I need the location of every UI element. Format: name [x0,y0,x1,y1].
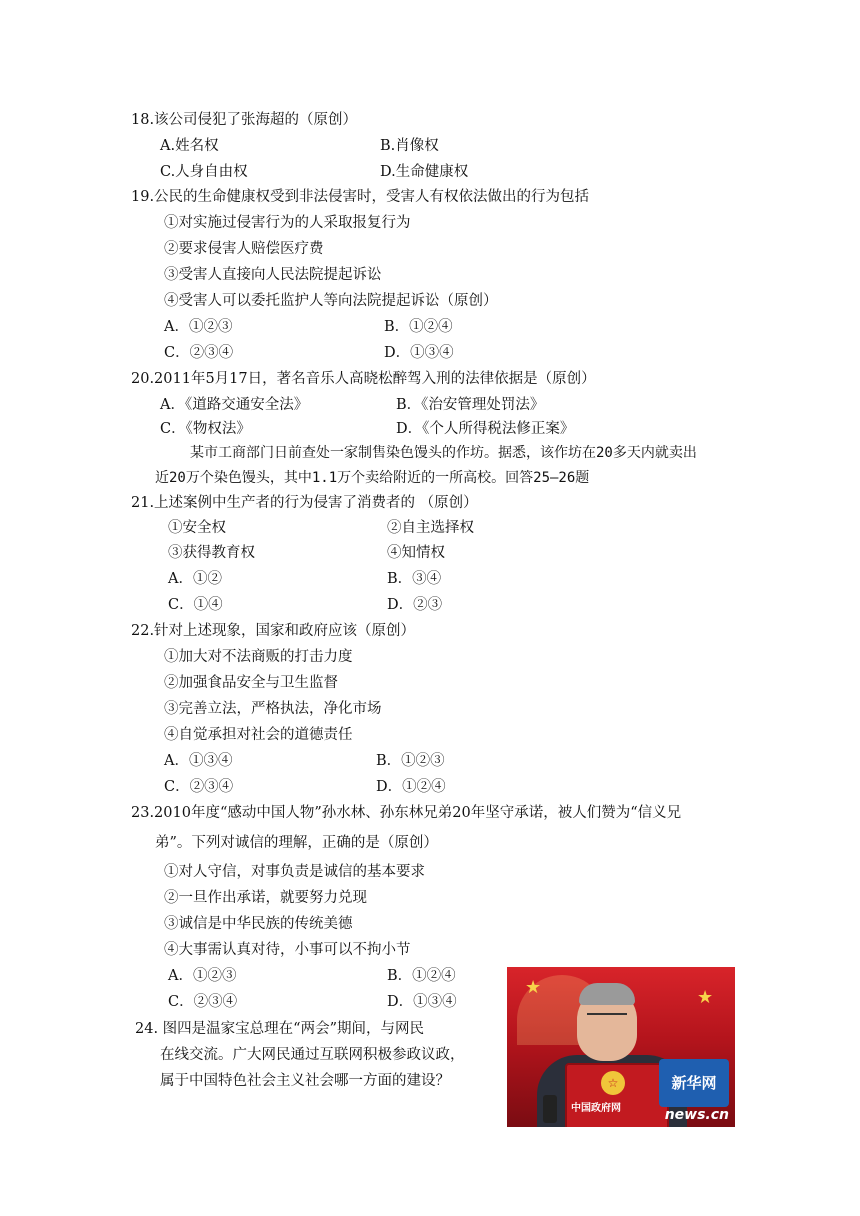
question-20: 20.2011年5月17日，著名音乐人高晓松醉驾入刑的法律依据是（原创） [131,371,596,387]
question-24-cont: 在线交流。广大网民通过互联网积极参政议政， [160,1047,465,1063]
statement-item: ③获得教育权 [168,545,255,561]
statement-item: ①加大对不法商贩的打击力度 [164,649,353,665]
star-icon: ★ [697,987,714,1008]
statement-item: ②加强食品安全与卫生监督 [164,675,338,691]
xinhua-sign: 新华网 [659,1059,729,1107]
option-c: C．《物权法》 [160,421,251,437]
statement-item: ①对人守信，对事负责是诚信的基本要求 [164,864,425,880]
case-material: 某市工商部门日前查处一家制售染色馒头的作坊。据悉，该作坊在20多天内就卖出 [190,445,697,461]
option-b: B．①②④ [387,968,456,984]
glasses-icon [587,1013,627,1023]
option-b: B．③④ [387,571,442,587]
option-b: B．①②③ [376,753,445,769]
case-material: 近20万个染色馒头，其中1.1万个卖给附近的一所高校。回答25—26题 [155,470,590,486]
laptop-label: 中国政府网 [571,1103,621,1114]
question-22: 22.针对上述现象，国家和政府应该（原创） [131,623,416,639]
option-b: B．《治安管理处罚法》 [396,397,545,413]
option-d: D．①③④ [384,345,454,361]
question-24: 24. 图四是温家宝总理在“两会”期间，与网民 [135,1021,424,1037]
option-a: A．①③④ [164,753,233,769]
star-icon: ★ [525,977,542,998]
statement-item: ③受害人直接向人民法院提起诉讼 [164,267,382,283]
statement-item: ④大事需认真对待，小事可以不拘小节 [164,942,411,958]
photo-watermark: news.cn [664,1107,729,1123]
option-a: A．①②③ [168,968,237,984]
statement-item: ④受害人可以委托监护人等向法院提起诉讼（原创） [164,293,498,309]
option-b: B．①②④ [384,319,453,335]
statement-item: ②一旦作出承诺，就要努力兑现 [164,890,367,906]
statement-item: ②要求侵害人赔偿医疗费 [164,241,324,257]
statement-item: ④自觉承担对社会的道德责任 [164,727,353,743]
statement-item: ③完善立法，严格执法，净化市场 [164,701,382,717]
question-24-cont: 属于中国特色社会主义社会哪一方面的建设？ [160,1073,450,1089]
question-18: 18.该公司侵犯了张海超的（原创） [131,112,358,128]
option-a: A．①② [168,571,222,587]
statement-item: ④知情权 [387,545,445,561]
option-c: C．②③④ [168,994,238,1010]
option-c: C．②③④ [164,779,234,795]
option-d: D．《个人所得税法修正案》 [396,421,575,437]
figure-photo [507,967,735,1127]
statement-item: ②自主选择权 [387,520,474,536]
option-d: D.生命健康权 [380,164,469,180]
option-d: D．①②④ [376,779,446,795]
option-a: A.姓名权 [160,138,219,154]
option-b: B.肖像权 [380,138,439,154]
person-hair [579,983,635,1005]
microphone-icon [543,1095,557,1123]
option-c: C.人身自由权 [160,164,248,180]
option-a: A．①②③ [164,319,233,335]
option-d: D．①③④ [387,994,457,1010]
question-23-cont: 弟”。下列对诚信的理解，正确的是（原创） [155,835,438,851]
option-c: C．②③④ [164,345,234,361]
question-21: 21.上述案例中生产者的行为侵害了消费者的 （原创） [131,495,478,511]
question-23: 23.2010年度“感动中国人物”孙水林、孙东林兄弟20年坚守承诺，被人们赞为“信义兄 [131,805,682,821]
statement-item: ①安全权 [168,520,226,536]
national-emblem-icon: ☆ [601,1071,625,1095]
question-19: 19.公民的生命健康权受到非法侵害时，受害人有权依法做出的行为包括 [131,189,590,205]
statement-item: ③诚信是中华民族的传统美德 [164,916,353,932]
option-d: D．②③ [387,597,443,613]
option-c: C．①④ [168,597,223,613]
option-a: A．《道路交通安全法》 [160,397,309,413]
statement-item: ①对实施过侵害行为的人采取报复行为 [164,215,411,231]
